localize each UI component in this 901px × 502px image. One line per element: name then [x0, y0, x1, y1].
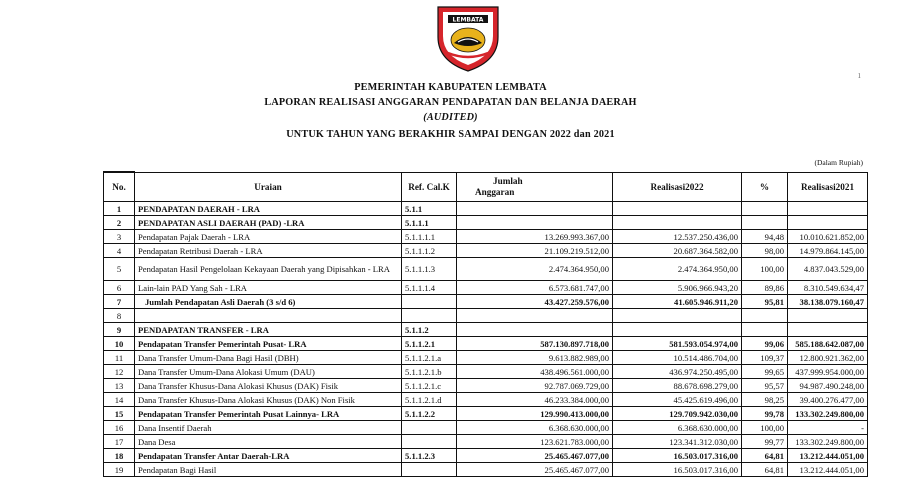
table-row	[104, 351, 868, 365]
cell-percent: 95,81	[742, 295, 788, 309]
cell-anggaran: 92.787.069.729,00	[457, 379, 613, 393]
cell-uraian: PENDAPATAN ASLI DAERAH (PAD) -LRA	[135, 216, 402, 230]
table-row	[104, 309, 868, 323]
table-header-row	[104, 172, 868, 202]
cell-anggaran: 25.465.467.077,00	[457, 449, 613, 463]
cell-realisasi-2022: 2.474.364.950,00	[613, 258, 742, 281]
cell-uraian: Dana Desa	[135, 435, 402, 449]
table-row	[104, 463, 868, 477]
cell-realisasi-2021: 585.188.642.087,00	[788, 337, 868, 351]
budget-realization-table	[103, 171, 868, 477]
page-number: 1	[857, 72, 861, 80]
cell-percent: 98,00	[742, 244, 788, 258]
cell-uraian	[135, 309, 402, 323]
cell-realisasi-2021: -	[788, 421, 868, 435]
cell-uraian: Pendapatan Transfer Antar Daerah-LRA	[135, 449, 402, 463]
government-name: PEMERINTAH KABUPATEN LEMBATA	[354, 82, 547, 93]
table-row	[104, 202, 868, 216]
cell-percent: 100,00	[742, 258, 788, 281]
cell-realisasi-2022: 581.593.054.974,00	[613, 337, 742, 351]
cell-realisasi-2021: 94.987.490.248,00	[788, 379, 868, 393]
cell-uraian: Dana Transfer Umum-Dana Alokasi Umum (DAU)	[135, 365, 402, 379]
cell-ref	[402, 309, 457, 323]
cell-ref: 5.1.1.1	[402, 216, 457, 230]
cell-ref: 5.1.1.1.3	[402, 258, 457, 281]
cell-uraian	[135, 258, 402, 281]
cell-ref: 5.1.1.2.2	[402, 407, 457, 421]
cell-realisasi-2021: 8.310.549.634,47	[788, 281, 868, 295]
cell-uraian: Pendapatan Pajak Daerah - LRA	[135, 230, 402, 244]
cell-uraian: Pendapatan Bagi Hasil	[135, 463, 402, 477]
cell-no: 14	[104, 393, 135, 407]
cell-ref	[402, 295, 457, 309]
cell-realisasi-2021	[788, 323, 868, 337]
cell-no: 18	[104, 449, 135, 463]
cell-no: 6	[104, 281, 135, 295]
cell-anggaran	[457, 216, 613, 230]
cell-ref: 5.1.1.2.1.c	[402, 379, 457, 393]
cell-ref: 5.1.1.2.1.a	[402, 351, 457, 365]
table-row	[104, 421, 868, 435]
cell-anggaran: 438.496.561.000,00	[457, 365, 613, 379]
cell-realisasi-2021: 4.837.043.529,00	[788, 258, 868, 281]
cell-anggaran	[457, 202, 613, 216]
cell-no: 19	[104, 463, 135, 477]
cell-realisasi-2022	[613, 323, 742, 337]
cell-ref: 5.1.1.2.1.b	[402, 365, 457, 379]
table-row	[104, 258, 868, 281]
cell-anggaran: 25.465.467.077,00	[457, 463, 613, 477]
cell-anggaran: 13.269.993.367,00	[457, 230, 613, 244]
cell-realisasi-2021: 13.212.444.051,00	[788, 463, 868, 477]
col-header-percent: %	[742, 172, 788, 202]
col-header-no: No.	[104, 172, 135, 202]
cell-anggaran: 6.573.681.747,00	[457, 281, 613, 295]
cell-percent: 99,65	[742, 365, 788, 379]
cell-uraian-text: Pendapatan Hasil Pengelolaan Kekayaan Daerah yang Dipisahkan - LRA	[138, 264, 390, 274]
cell-no: 7	[104, 295, 135, 309]
table-row	[104, 323, 868, 337]
cell-realisasi-2022: 16.503.017.316,00	[613, 463, 742, 477]
cell-realisasi-2022: 41.605.946.911,20	[613, 295, 742, 309]
cell-anggaran: 9.613.882.989,00	[457, 351, 613, 365]
table-row	[104, 295, 868, 309]
cell-realisasi-2021: 437.999.954.000,00	[788, 365, 868, 379]
svg-text:LEMBATA: LEMBATA	[452, 16, 484, 24]
cell-percent: 94,48	[742, 230, 788, 244]
audited-label: (AUDITED)	[423, 112, 478, 123]
report-period: UNTUK TAHUN YANG BERAKHIR SAMPAI DENGAN 2022 dan 2021	[286, 129, 615, 140]
table-row	[104, 449, 868, 463]
cell-percent: 64,81	[742, 463, 788, 477]
cell-no: 9	[104, 323, 135, 337]
cell-percent	[742, 216, 788, 230]
col-header-jumlah-line1: Jumlah	[493, 175, 523, 186]
table-row	[104, 407, 868, 421]
cell-ref	[402, 421, 457, 435]
cell-ref: 5.1.1.1.4	[402, 281, 457, 295]
report-title: LAPORAN REALISASI ANGGARAN PENDAPATAN DAN BELANJA DAERAH	[264, 97, 637, 108]
table-row	[104, 435, 868, 449]
cell-realisasi-2021: 13.212.444.051,00	[788, 449, 868, 463]
cell-uraian: Pendapatan Transfer Pemerintah Pusat Lainnya- LRA	[135, 407, 402, 421]
col-header-uraian: Uraian	[135, 172, 402, 202]
cell-percent	[742, 309, 788, 323]
lembata-coat-of-arms-logo	[434, 3, 502, 73]
cell-realisasi-2021: 39.400.276.477,00	[788, 393, 868, 407]
table-row	[104, 281, 868, 295]
cell-realisasi-2022: 123.341.312.030,00	[613, 435, 742, 449]
cell-realisasi-2022: 436.974.250.495,00	[613, 365, 742, 379]
cell-no: 12	[104, 365, 135, 379]
cell-ref: 5.1.1.1.2	[402, 244, 457, 258]
cell-realisasi-2022: 129.709.942.030,00	[613, 407, 742, 421]
cell-realisasi-2021: 133.302.249.800,00	[788, 435, 868, 449]
cell-uraian: Dana Transfer Khusus-Dana Alokasi Khusus (DAK) Non Fisik	[135, 393, 402, 407]
cell-uraian: Dana Transfer Umum-Dana Bagi Hasil (DBH)	[135, 351, 402, 365]
table-row	[104, 365, 868, 379]
cell-realisasi-2021: 14.979.864.145,00	[788, 244, 868, 258]
cell-anggaran: 129.990.413.000,00	[457, 407, 613, 421]
cell-no: 3	[104, 230, 135, 244]
cell-no: 15	[104, 407, 135, 421]
cell-realisasi-2022: 5.906.966.943,20	[613, 281, 742, 295]
cell-percent: 89,86	[742, 281, 788, 295]
cell-uraian: Lain-lain PAD Yang Sah - LRA	[135, 281, 402, 295]
cell-percent	[742, 323, 788, 337]
cell-realisasi-2021	[788, 202, 868, 216]
cell-percent: 109,37	[742, 351, 788, 365]
cell-no: 5	[104, 258, 135, 281]
cell-realisasi-2022: 12.537.250.436,00	[613, 230, 742, 244]
cell-no: 16	[104, 421, 135, 435]
cell-uraian: PENDAPATAN DAERAH - LRA	[135, 202, 402, 216]
cell-ref	[402, 435, 457, 449]
col-header-jumlah-anggaran	[457, 172, 613, 202]
cell-realisasi-2021: 38.138.079.160,47	[788, 295, 868, 309]
table-row	[104, 379, 868, 393]
cell-uraian: Pendapatan Transfer Pemerintah Pusat- LRA	[135, 337, 402, 351]
cell-realisasi-2022: 10.514.486.704,00	[613, 351, 742, 365]
cell-ref: 5.1.1.1.1	[402, 230, 457, 244]
table-row	[104, 244, 868, 258]
currency-unit-note: (Dalam Rupiah)	[814, 158, 863, 167]
cell-realisasi-2022: 6.368.630.000,00	[613, 421, 742, 435]
cell-ref	[402, 463, 457, 477]
cell-uraian: PENDAPATAN TRANSFER - LRA	[135, 323, 402, 337]
cell-uraian: Jumlah Pendapatan Asli Daerah (3 s/d 6)	[135, 295, 402, 309]
cell-uraian: Dana Insentif Daerah	[135, 421, 402, 435]
cell-percent: 64,81	[742, 449, 788, 463]
cell-ref: 5.1.1	[402, 202, 457, 216]
col-header-realisasi-2021: Realisasi2021	[788, 172, 868, 202]
cell-no: 17	[104, 435, 135, 449]
cell-anggaran	[457, 309, 613, 323]
cell-realisasi-2021: 133.302.249.800,00	[788, 407, 868, 421]
cell-percent: 95,57	[742, 379, 788, 393]
cell-realisasi-2022: 88.678.698.279,00	[613, 379, 742, 393]
cell-anggaran: 123.621.783.000,00	[457, 435, 613, 449]
cell-realisasi-2022	[613, 202, 742, 216]
cell-no: 13	[104, 379, 135, 393]
cell-no: 8	[104, 309, 135, 323]
col-header-jumlah-line2: Anggaran	[475, 186, 515, 197]
cell-percent: 99,77	[742, 435, 788, 449]
cell-realisasi-2022: 20.687.364.582,00	[613, 244, 742, 258]
cell-percent: 99,78	[742, 407, 788, 421]
cell-no: 11	[104, 351, 135, 365]
cell-anggaran	[457, 323, 613, 337]
table-row	[104, 216, 868, 230]
cell-realisasi-2021	[788, 309, 868, 323]
cell-anggaran: 2.474.364.950,00	[457, 258, 613, 281]
cell-no: 4	[104, 244, 135, 258]
col-header-ref: Ref. Cal.K	[402, 172, 457, 202]
report-header	[0, 80, 901, 142]
cell-realisasi-2021: 12.800.921.362,00	[788, 351, 868, 365]
table-row	[104, 337, 868, 351]
cell-no: 10	[104, 337, 135, 351]
cell-ref: 5.1.1.2.3	[402, 449, 457, 463]
cell-no: 2	[104, 216, 135, 230]
cell-percent: 98,25	[742, 393, 788, 407]
cell-ref: 5.1.1.2.1.d	[402, 393, 457, 407]
cell-no: 1	[104, 202, 135, 216]
cell-uraian: Pendapatan Retribusi Daerah - LRA	[135, 244, 402, 258]
cell-anggaran: 21.109.219.512,00	[457, 244, 613, 258]
cell-ref: 5.1.1.2.1	[402, 337, 457, 351]
cell-ref: 5.1.1.2	[402, 323, 457, 337]
cell-realisasi-2022	[613, 309, 742, 323]
cell-anggaran: 43.427.259.576,00	[457, 295, 613, 309]
cell-realisasi-2021	[788, 216, 868, 230]
cell-realisasi-2022: 16.503.017.316,00	[613, 449, 742, 463]
cell-anggaran: 6.368.630.000,00	[457, 421, 613, 435]
cell-percent: 100,00	[742, 421, 788, 435]
cell-realisasi-2021: 10.010.621.852,00	[788, 230, 868, 244]
table-row	[104, 393, 868, 407]
cell-realisasi-2022: 45.425.619.496,00	[613, 393, 742, 407]
col-header-realisasi-2022: Realisasi2022	[613, 172, 742, 202]
cell-anggaran: 46.233.384.000,00	[457, 393, 613, 407]
cell-percent: 99,06	[742, 337, 788, 351]
cell-uraian: Dana Transfer Khusus-Dana Alokasi Khusus (DAK) Fisik	[135, 379, 402, 393]
cell-percent	[742, 202, 788, 216]
table-row	[104, 230, 868, 244]
cell-anggaran: 587.130.897.718,00	[457, 337, 613, 351]
cell-realisasi-2022	[613, 216, 742, 230]
